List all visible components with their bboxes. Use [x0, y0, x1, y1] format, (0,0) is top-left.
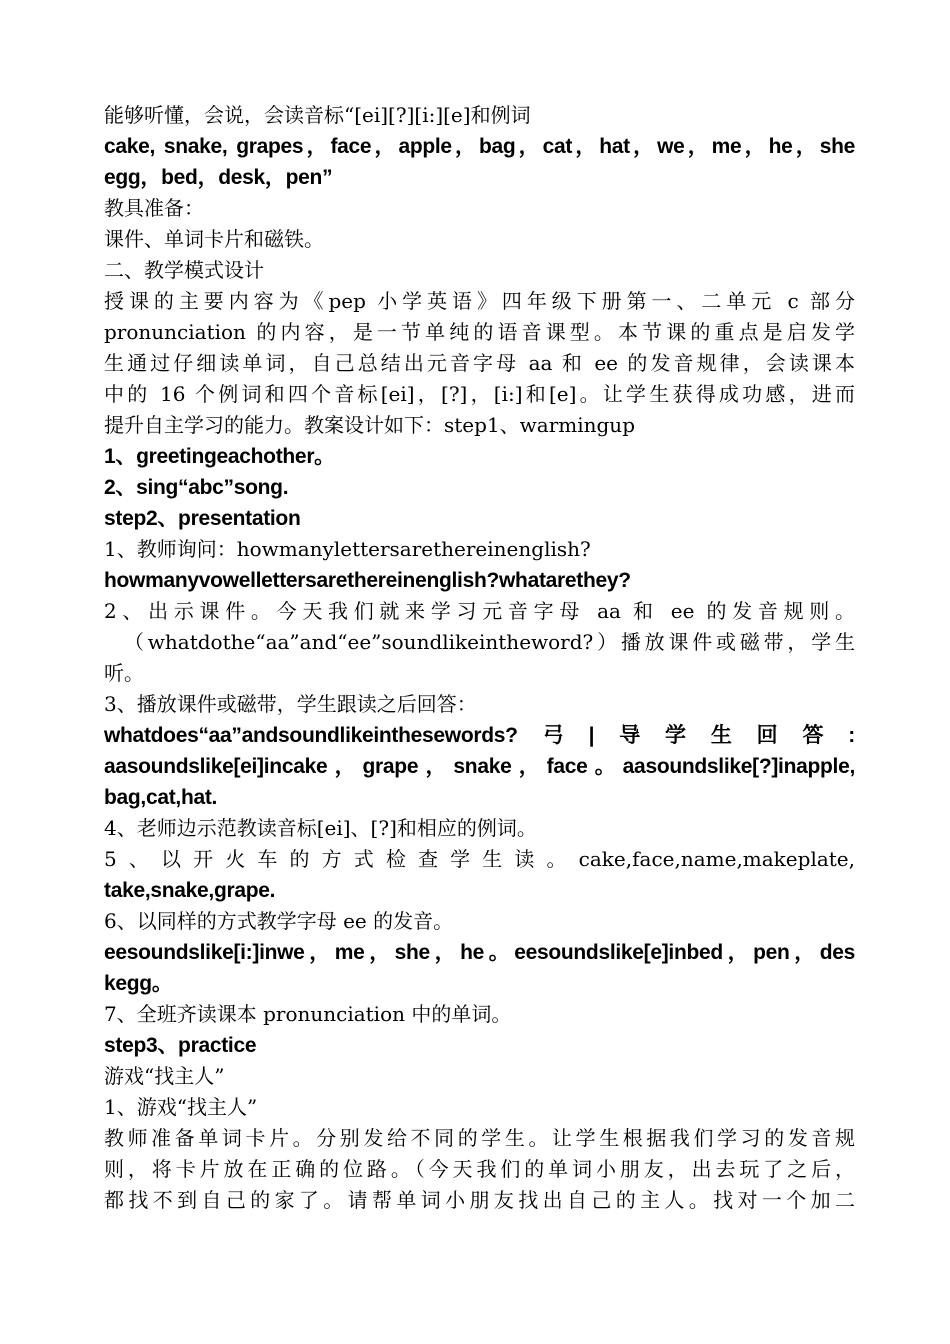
- text-line: 1、教师询问：howmanylettersarethereinenglish?: [104, 537, 591, 561]
- text-line: 1、greetingeachother。: [104, 445, 335, 468]
- text-line: 提升自主学习的能力。教案设计如下：step1、warmingup: [104, 413, 635, 437]
- text-line: 生通过仔细读单词，自己总结出元音字母 aa 和 ee 的发音规律，会读课本: [104, 351, 855, 375]
- text-line: pronunciation 的内容，是一节单纯的语音课型。本节课的重点是启发学: [104, 320, 855, 344]
- text-line: 1、游戏“找主人”: [104, 1095, 258, 1119]
- text-line: whatdoes“aa”andsoundlikeinthesewords?弓|导学生回答:: [104, 724, 855, 747]
- text-line: 3、播放课件或磁带，学生跟读之后回答：: [104, 692, 477, 716]
- document-body: [104, 100, 855, 1216]
- text-line: bag,cat,hat.: [104, 786, 218, 809]
- text-line: 7、全班齐读课本 pronunciation 中的单词。: [104, 1002, 512, 1026]
- text-line: 二、教学模式设计: [104, 258, 264, 282]
- text-line: take,snake,grape.: [104, 879, 276, 902]
- text-line: 能够听懂，会说，会读音标“[ei][?][i:][e]和例词: [104, 103, 531, 127]
- text-line: 则，将卡片放在正确的位路。（今天我们的单词小朋友，出去玩了之后，: [104, 1157, 855, 1181]
- text-line: 2、sing“abc”song.: [104, 476, 289, 499]
- text-line: step3、practice: [104, 1034, 257, 1057]
- text-line: 5、以开火车的方式检查学生读。cake,face,name,makeplate,: [104, 847, 855, 871]
- text-line: aasoundslike[ei]incake，grape，snake，face。aasoundslike[?]inapple,: [104, 755, 855, 778]
- text-line: 课件、单词卡片和磁铁。: [104, 227, 324, 251]
- text-line: eesoundslike[i:]inwe，me，she，he。eesoundslike[e]inbed，pen，des: [104, 941, 855, 964]
- text-line: （whatdothe“aa”and“ee”soundlikeintheword?）播放课件或磁带，学生: [124, 630, 855, 654]
- text-line: 听。: [104, 661, 144, 685]
- text-line: step2、presentation: [104, 507, 301, 530]
- text-line: 4、老师边示范教读音标[ei]、[?]和相应的例词。: [104, 816, 537, 840]
- text-line: cake, snake, grapes，face，apple，bag，cat，hat，we，me，he，she: [104, 135, 855, 158]
- text-line: 教具准备：: [104, 196, 204, 220]
- text-line: 中的 16 个例词和四个音标[ei]，[?]，[i:]和[e]。让学生获得成功感，进而: [104, 382, 855, 406]
- text-line: 授课的主要内容为《pep 小学英语》四年级下册第一、二单元 c 部分: [104, 289, 855, 313]
- text-line: kegg。: [104, 972, 173, 995]
- text-line: 游戏“找主人”: [104, 1064, 225, 1088]
- text-line: egg，bed，desk，pen”: [104, 166, 333, 189]
- text-line: 6、以同样的方式教学字母 ee 的发音。: [104, 909, 454, 933]
- text-line: 都找不到自己的家了。请帮单词小朋友找出自己的主人。找对一个加二: [104, 1188, 855, 1212]
- text-line: 教师准备单词卡片。分别发给不同的学生。让学生根据我们学习的发音规: [104, 1126, 855, 1150]
- text-line: howmanyvowellettersarethereinenglish?whatarethey?: [104, 569, 631, 592]
- text-line: 2、出示课件。今天我们就来学习元音字母 aa 和 ee 的发音规则。: [104, 599, 855, 623]
